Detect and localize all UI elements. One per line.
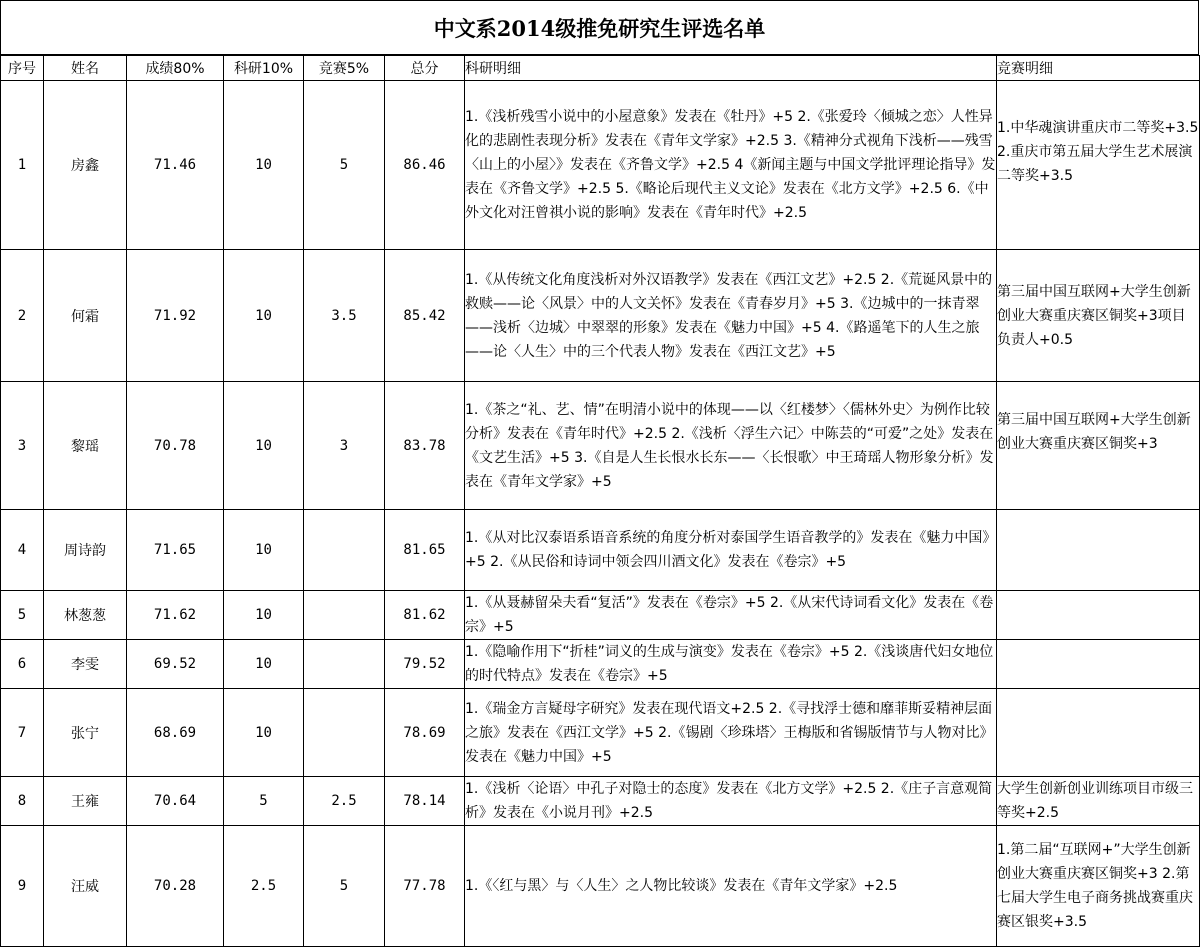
header-research-detail: 科研明细 bbox=[465, 56, 997, 81]
table-row bbox=[1, 826, 1200, 947]
cell-grade: 69.52 bbox=[127, 640, 224, 689]
cell-research: 10 bbox=[224, 81, 304, 250]
cell-contest-detail bbox=[997, 640, 1200, 689]
header-name: 姓名 bbox=[44, 56, 127, 81]
cell-name: 王雍 bbox=[44, 777, 127, 826]
cell-contest-detail: 1.中华魂演讲重庆市二等奖+3.5 2.重庆市第五届大学生艺术展演二等奖+3.5 bbox=[997, 81, 1200, 250]
cell-seq: 6 bbox=[1, 640, 44, 689]
cell-contest: 3.5 bbox=[304, 250, 385, 382]
table-row bbox=[1, 510, 1200, 591]
cell-seq: 1 bbox=[1, 81, 44, 250]
cell-total: 79.52 bbox=[385, 640, 465, 689]
table-row bbox=[1, 777, 1200, 826]
cell-research-detail: 1.《瑞金方言疑母字研究》发表在现代语文+2.5 2.《寻找浮士德和靡菲斯妥精神层面之旅》发表在《西江文学》+5 2.《锡剧〈珍珠塔〉王梅版和省锡版情节与人物对比》发表在《魅力中国》+5 bbox=[465, 689, 997, 777]
cell-contest-detail bbox=[997, 689, 1200, 777]
cell-grade: 68.69 bbox=[127, 689, 224, 777]
cell-research-detail: 1.《浅析残雪小说中的小屋意象》发表在《牡丹》+5 2.《张爱玲〈倾城之恋〉人性异化的悲剧性表现分析》发表在《青年文学家》+2.5 3.《精神分式视角下浅析——残雪〈山上的小屋〉》发表在《齐鲁文学》+2.5 4《新闻主题与中国文学批评理论指导》发表在《齐鲁文学》+2.5 5.《略论后现代主义文论》发表在《北方文学》+2.5 6.《中外文化对汪曾祺小说的影响》发表在《青年时代》+2.5 bbox=[465, 81, 997, 250]
table-row bbox=[1, 640, 1200, 689]
table-row bbox=[1, 81, 1200, 250]
cell-research: 10 bbox=[224, 382, 304, 510]
cell-contest-detail: 第三届中国互联网+大学生创新创业大赛重庆赛区铜奖+3项目负责人+0.5 bbox=[997, 250, 1200, 382]
cell-contest: 5 bbox=[304, 81, 385, 250]
cell-research: 10 bbox=[224, 510, 304, 591]
cell-total: 81.65 bbox=[385, 510, 465, 591]
table-row bbox=[1, 689, 1200, 777]
cell-total: 78.69 bbox=[385, 689, 465, 777]
table-row bbox=[1, 250, 1200, 382]
header-row bbox=[1, 56, 1200, 81]
cell-grade: 71.92 bbox=[127, 250, 224, 382]
cell-contest bbox=[304, 640, 385, 689]
header-total: 总分 bbox=[385, 56, 465, 81]
cell-research-detail: 1.《从传统文化角度浅析对外汉语教学》发表在《西江文艺》+2.5 2.《荒诞风景中的救赎——论〈风景〉中的人文关怀》发表在《青春岁月》+5 3.《边城中的一抹青翠——浅析〈边城〉中翠翠的形象》发表在《魅力中国》+5 4.《路遥笔下的人生之旅——论〈人生〉中的三个代表人物》发表在《西江文艺》+5 bbox=[465, 250, 997, 382]
cell-contest bbox=[304, 689, 385, 777]
cell-research: 10 bbox=[224, 640, 304, 689]
table-row bbox=[1, 382, 1200, 510]
table-row bbox=[1, 591, 1200, 640]
cell-research-detail: 1.《茶之“礼、艺、情”在明清小说中的体现——以〈红楼梦〉〈儒林外史〉为例作比较分析》发表在《青年时代》+2.5 2.《浅析〈浮生六记〉中陈芸的“可爱”之处》发表在《文艺生活》+5 3.《自是人生长恨水长东——〈长恨歌〉中王琦瑶人物形象分析》发表在《青年文学家》+5 bbox=[465, 382, 997, 510]
cell-research: 10 bbox=[224, 591, 304, 640]
cell-research: 10 bbox=[224, 250, 304, 382]
candidate-table bbox=[0, 55, 1200, 947]
cell-research-detail: 1.《浅析〈论语〉中孔子对隐士的态度》发表在《北方文学》+2.5 2.《庄子言意观简析》发表在《小说月刊》+2.5 bbox=[465, 777, 997, 826]
cell-total: 78.14 bbox=[385, 777, 465, 826]
cell-grade: 70.78 bbox=[127, 382, 224, 510]
cell-grade: 71.46 bbox=[127, 81, 224, 250]
cell-grade: 71.62 bbox=[127, 591, 224, 640]
cell-total: 85.42 bbox=[385, 250, 465, 382]
cell-total: 77.78 bbox=[385, 826, 465, 947]
cell-contest-detail: 大学生创新创业训练项目市级三等奖+2.5 bbox=[997, 777, 1200, 826]
cell-research: 5 bbox=[224, 777, 304, 826]
cell-contest: 3 bbox=[304, 382, 385, 510]
cell-total: 83.78 bbox=[385, 382, 465, 510]
cell-seq: 4 bbox=[1, 510, 44, 591]
cell-research-detail: 1.《从对比汉泰语系语音系统的角度分析对泰国学生语音教学的》发表在《魅力中国》+5 2.《从民俗和诗词中领会四川酒文化》发表在《卷宗》+5 bbox=[465, 510, 997, 591]
cell-contest bbox=[304, 591, 385, 640]
cell-name: 房鑫 bbox=[44, 81, 127, 250]
cell-name: 林葱葱 bbox=[44, 591, 127, 640]
sheet-title: 中文系2014级推免研究生评选名单 bbox=[0, 0, 1199, 55]
cell-research-detail: 1.《〈红与黑〉与〈人生〉之人物比较谈》发表在《青年文学家》+2.5 bbox=[465, 826, 997, 947]
header-research: 科研10% bbox=[224, 56, 304, 81]
cell-contest bbox=[304, 510, 385, 591]
cell-seq: 2 bbox=[1, 250, 44, 382]
cell-grade: 70.64 bbox=[127, 777, 224, 826]
header-grade: 成绩80% bbox=[127, 56, 224, 81]
header-seq: 序号 bbox=[1, 56, 44, 81]
cell-research: 10 bbox=[224, 689, 304, 777]
cell-name: 周诗韵 bbox=[44, 510, 127, 591]
cell-name: 汪威 bbox=[44, 826, 127, 947]
cell-total: 81.62 bbox=[385, 591, 465, 640]
cell-total: 86.46 bbox=[385, 81, 465, 250]
cell-name: 张宁 bbox=[44, 689, 127, 777]
cell-research-detail: 1.《从聂赫留朵夫看“复活”》发表在《卷宗》+5 2.《从宋代诗词看文化》发表在《卷宗》+5 bbox=[465, 591, 997, 640]
cell-grade: 71.65 bbox=[127, 510, 224, 591]
cell-name: 何霜 bbox=[44, 250, 127, 382]
cell-grade: 70.28 bbox=[127, 826, 224, 947]
cell-contest: 2.5 bbox=[304, 777, 385, 826]
cell-contest-detail bbox=[997, 510, 1200, 591]
cell-name: 李雯 bbox=[44, 640, 127, 689]
cell-contest-detail: 1.第二届“互联网+”大学生创新创业大赛重庆赛区铜奖+3 2.第七届大学生电子商务挑战赛重庆赛区银奖+3.5 bbox=[997, 826, 1200, 947]
header-contest: 竞赛5% bbox=[304, 56, 385, 81]
cell-contest: 5 bbox=[304, 826, 385, 947]
cell-research-detail: 1.《隐喻作用下“折桂”词义的生成与演变》发表在《卷宗》+5 2.《浅谈唐代妇女地位的时代特点》发表在《卷宗》+5 bbox=[465, 640, 997, 689]
cell-seq: 9 bbox=[1, 826, 44, 947]
cell-seq: 5 bbox=[1, 591, 44, 640]
header-contest-detail: 竞赛明细 bbox=[997, 56, 1200, 81]
cell-seq: 8 bbox=[1, 777, 44, 826]
cell-contest-detail bbox=[997, 591, 1200, 640]
cell-name: 黎瑶 bbox=[44, 382, 127, 510]
cell-seq: 7 bbox=[1, 689, 44, 777]
cell-seq: 3 bbox=[1, 382, 44, 510]
cell-contest-detail: 第三届中国互联网+大学生创新创业大赛重庆赛区铜奖+3 bbox=[997, 382, 1200, 510]
cell-research: 2.5 bbox=[224, 826, 304, 947]
